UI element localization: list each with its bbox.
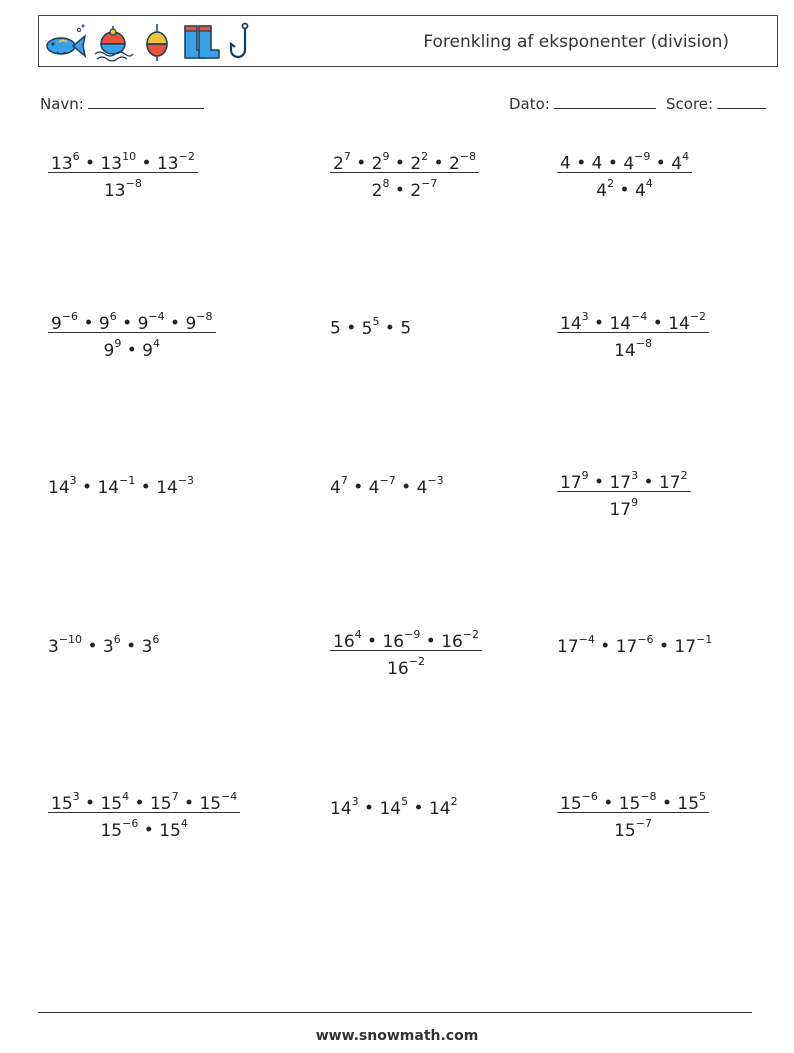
exponent: −1	[119, 474, 136, 487]
base: 17	[615, 636, 638, 657]
numerator: 4 • 4 • $4^{-9}$ • $4^4$	[557, 148, 692, 173]
worksheet-title: Forenkling af eksponenter (division)	[423, 32, 729, 52]
base: 3	[48, 636, 59, 657]
power-term	[560, 790, 598, 814]
exponent: −8	[125, 177, 142, 190]
problem-8: $4^7$ • $4^{-7}$ • $4^{-3}$	[330, 474, 444, 498]
power-term	[416, 474, 444, 498]
base: 13	[156, 153, 179, 174]
denominator	[48, 173, 198, 201]
power-term	[48, 633, 83, 657]
exponent: −4	[221, 790, 238, 803]
denominator	[557, 333, 709, 361]
problem-15	[557, 788, 709, 841]
base: 15	[199, 793, 222, 814]
power-term	[560, 469, 589, 493]
base: 14	[428, 798, 451, 819]
denominator: $9^9$ • $9^4$	[103, 337, 160, 361]
fraction	[48, 148, 198, 201]
exponent: −3	[177, 474, 195, 487]
base: 4	[596, 180, 608, 201]
exponent: −10	[58, 633, 83, 646]
numerator: $14^3$ • $14^{-4}$ • $14^{-2}$	[557, 308, 709, 333]
power-term	[333, 150, 351, 174]
base: 13	[103, 180, 126, 201]
power-term	[100, 790, 130, 814]
problem-4	[48, 308, 216, 361]
base: 4	[368, 477, 380, 498]
base: 14	[614, 340, 636, 361]
power-term	[330, 474, 348, 498]
power-term	[97, 474, 136, 498]
base: 2	[410, 153, 422, 174]
denominator	[330, 651, 482, 679]
power-term	[333, 628, 362, 652]
power-term	[368, 474, 396, 498]
base: 2	[410, 180, 422, 201]
problem-13	[48, 788, 240, 841]
power-term	[410, 150, 429, 174]
power-term	[618, 790, 657, 814]
base: 17	[609, 499, 632, 520]
base: 13	[51, 153, 73, 174]
base: 15	[100, 793, 123, 814]
base: 16	[333, 631, 355, 652]
base: 15	[159, 820, 181, 841]
exponent: 7	[343, 150, 351, 163]
exponent: 4	[354, 628, 362, 641]
date-blank[interactable]	[554, 94, 656, 109]
exponent: 6	[109, 310, 117, 323]
fraction	[48, 788, 240, 841]
power-term	[51, 150, 80, 174]
power-term	[609, 469, 639, 493]
base: 9	[98, 313, 110, 334]
power-term	[379, 795, 409, 819]
exponent: 4	[682, 150, 690, 163]
base: 5	[361, 318, 373, 339]
power-term	[614, 337, 652, 361]
problem-6	[557, 308, 709, 361]
denominator: $15^{-6}$ • $15^4$	[100, 817, 188, 841]
base: 15	[618, 793, 641, 814]
exponent: −4	[631, 310, 648, 323]
power-term	[428, 795, 458, 819]
exponent: 9	[382, 150, 390, 163]
rubber-boots-icon	[179, 22, 223, 62]
exponent: −6	[122, 817, 139, 830]
base: 2	[371, 180, 383, 201]
power-term	[658, 469, 688, 493]
base: 9	[185, 313, 197, 334]
base: 4	[560, 153, 571, 174]
exponent: 6	[152, 633, 160, 646]
base: 14	[48, 477, 70, 498]
exponent: −1	[696, 633, 713, 646]
score-blank[interactable]	[717, 94, 766, 109]
power-term	[609, 496, 639, 520]
exponent: 4	[153, 337, 160, 350]
base: 14	[609, 313, 632, 334]
name-field[interactable]	[40, 94, 204, 113]
fishing-float-icon	[139, 22, 175, 62]
fraction	[48, 308, 216, 361]
power-term	[668, 310, 707, 334]
base: 4	[591, 153, 603, 174]
base: 9	[137, 313, 149, 334]
power-term	[400, 319, 411, 339]
base: 2	[371, 153, 383, 174]
problem-14: $14^3$ • $14^5$ • $14^2$	[330, 795, 458, 819]
exponent: −6	[581, 790, 598, 803]
base: 17	[674, 636, 697, 657]
power-term	[141, 633, 160, 657]
power-term	[159, 817, 188, 841]
power-term	[156, 150, 195, 174]
base: 4	[634, 180, 646, 201]
denominator	[557, 813, 709, 841]
base: 15	[149, 793, 172, 814]
power-term	[623, 150, 651, 174]
base: 16	[441, 631, 463, 652]
exponent: 6	[113, 633, 121, 646]
power-term	[361, 315, 380, 339]
exponent: −8	[635, 337, 652, 350]
fraction	[557, 467, 691, 520]
base: 5	[400, 318, 412, 339]
base: 17	[658, 472, 681, 493]
problem-3	[557, 148, 692, 201]
power-term	[51, 790, 80, 814]
exponent: 2	[450, 795, 458, 808]
power-term	[677, 790, 707, 814]
numerator: $2^7$ • $2^9$ • $2^2$ • $2^{-8}$	[330, 148, 479, 173]
power-term	[387, 655, 425, 679]
base: 2	[333, 153, 344, 174]
problem-10: $3^{-10}$ • $3^6$ • $3^6$	[48, 633, 160, 657]
exponent: 3	[581, 310, 589, 323]
power-term	[371, 150, 390, 174]
fishing-hook-icon	[227, 22, 257, 62]
fraction	[557, 148, 692, 201]
exponent: −4	[148, 310, 165, 323]
base: 14	[330, 798, 352, 819]
fish-icon	[43, 22, 87, 62]
exponent: −4	[578, 633, 595, 646]
power-term	[596, 177, 615, 201]
exponent: −7	[421, 177, 438, 190]
exponent: 3	[72, 790, 80, 803]
base: 15	[614, 820, 636, 841]
power-term	[149, 790, 179, 814]
base: 14	[668, 313, 690, 334]
power-term	[634, 177, 653, 201]
fraction	[330, 626, 482, 679]
power-term	[560, 154, 571, 174]
base: 15	[100, 820, 123, 841]
power-term	[100, 817, 139, 841]
exponent: −6	[637, 633, 654, 646]
numerator: $15^3$ • $15^4$ • $15^7$ • $15^{-4}$	[48, 788, 240, 813]
name-label: Navn:	[40, 95, 84, 113]
fraction	[557, 308, 709, 361]
exponent: −3	[427, 474, 444, 487]
exponent: 2	[607, 177, 615, 190]
base: 4	[416, 477, 428, 498]
power-term	[102, 633, 121, 657]
numerator: $17^9$ • $17^3$ • $17^2$	[557, 467, 691, 492]
denominator: $4^2$ • $4^4$	[596, 177, 653, 201]
exponent: 9	[581, 469, 589, 482]
power-term	[51, 310, 79, 334]
exponent: 4	[645, 177, 653, 190]
base: 14	[97, 477, 120, 498]
power-term	[592, 154, 603, 174]
exponent: −7	[635, 817, 652, 830]
base: 3	[102, 636, 114, 657]
base: 9	[103, 340, 115, 361]
power-term	[330, 319, 341, 339]
base: 16	[387, 658, 409, 679]
fraction	[557, 788, 709, 841]
exponent: −9	[404, 628, 421, 641]
power-term	[674, 633, 713, 657]
exponent: 3	[351, 795, 359, 808]
exponent: −2	[178, 150, 195, 163]
denominator: $2^8$ • $2^{-7}$	[371, 177, 438, 201]
power-term	[98, 310, 117, 334]
exponent: 5	[372, 315, 380, 328]
date-field[interactable]	[509, 94, 656, 113]
exponent: 2	[680, 469, 688, 482]
exponent: 6	[72, 150, 80, 163]
power-term	[48, 474, 77, 498]
base: 17	[609, 472, 632, 493]
exponent: −2	[689, 310, 707, 323]
fraction	[330, 148, 479, 201]
power-term	[560, 310, 589, 334]
exponent: −2	[408, 655, 425, 668]
power-term	[671, 150, 690, 174]
base: 3	[141, 636, 153, 657]
exponent: 4	[180, 817, 188, 830]
exponent: 3	[631, 469, 639, 482]
icon-strip	[43, 20, 257, 64]
base: 16	[382, 631, 405, 652]
problem-9	[557, 467, 691, 520]
base: 4	[623, 153, 635, 174]
power-term	[609, 310, 648, 334]
numerator: $9^{-6}$ • $9^6$ • $9^{-4}$ • $9^{-8}$	[48, 308, 216, 333]
power-term	[557, 633, 595, 657]
base: 17	[560, 472, 582, 493]
base: 14	[379, 798, 402, 819]
power-term	[137, 310, 165, 334]
base: 5	[330, 318, 341, 339]
numerator: $15^{-6}$ • $15^{-8}$ • $15^5$	[557, 788, 709, 813]
power-term	[410, 177, 438, 201]
exponent: 9	[114, 337, 122, 350]
exponent: 3	[69, 474, 77, 487]
exponent: −2	[462, 628, 480, 641]
problem-7: $14^3$ • $14^{-1}$ • $14^{-3}$	[48, 474, 195, 498]
power-term	[103, 337, 122, 361]
problem-1	[48, 148, 198, 201]
exponent: 4	[122, 790, 130, 803]
exponent: 7	[340, 474, 348, 487]
exponent: 7	[171, 790, 179, 803]
base: 15	[677, 793, 700, 814]
exponent: 10	[122, 150, 137, 163]
fishing-bobber-icon	[91, 22, 135, 62]
footer-divider	[38, 1012, 752, 1013]
exponent: −8	[640, 790, 657, 803]
power-term	[371, 177, 390, 201]
problem-12: $17^{-4}$ • $17^{-6}$ • $17^{-1}$	[557, 633, 713, 657]
problem-11	[330, 626, 482, 679]
base: 14	[560, 313, 582, 334]
power-term	[330, 795, 359, 819]
exponent: −8	[459, 150, 477, 163]
exponent: −9	[634, 150, 651, 163]
exponent: 9	[631, 496, 639, 509]
exponent: −7	[379, 474, 396, 487]
power-term	[614, 817, 652, 841]
exponent: 5	[699, 790, 707, 803]
numerator: $16^4$ • $16^{-9}$ • $16^{-2}$	[330, 626, 482, 651]
exponent: −6	[61, 310, 79, 323]
base: 9	[142, 340, 153, 361]
name-blank[interactable]	[88, 94, 204, 109]
numerator: $13^6$ • $13^{10}$ • $13^{-2}$	[48, 148, 198, 173]
base: 13	[100, 153, 123, 174]
base: 17	[557, 636, 579, 657]
power-term	[382, 628, 421, 652]
power-term	[449, 150, 477, 174]
footer-url: www.snowmath.com	[315, 1028, 479, 1044]
exponent: −8	[196, 310, 213, 323]
base: 2	[449, 153, 460, 174]
score-label: Score:	[666, 95, 714, 113]
score-field[interactable]	[666, 94, 766, 113]
power-term	[156, 474, 195, 498]
power-term	[441, 628, 480, 652]
base: 9	[51, 313, 62, 334]
power-term	[199, 790, 238, 814]
problem-5: 5 • $5^5$ • 5	[330, 315, 412, 339]
power-term	[142, 337, 160, 361]
date-label: Dato:	[509, 95, 550, 113]
worksheet-header	[38, 15, 778, 67]
base: 4	[671, 153, 683, 174]
base: 14	[156, 477, 178, 498]
base: 4	[330, 477, 341, 498]
exponent: 5	[401, 795, 409, 808]
power-term	[615, 633, 654, 657]
base: 15	[51, 793, 73, 814]
power-term	[100, 150, 137, 174]
power-term	[103, 177, 142, 201]
denominator	[557, 492, 691, 520]
base: 15	[560, 793, 582, 814]
exponent: 8	[382, 177, 390, 190]
problem-2	[330, 148, 479, 201]
power-term	[185, 310, 213, 334]
exponent: 2	[421, 150, 429, 163]
